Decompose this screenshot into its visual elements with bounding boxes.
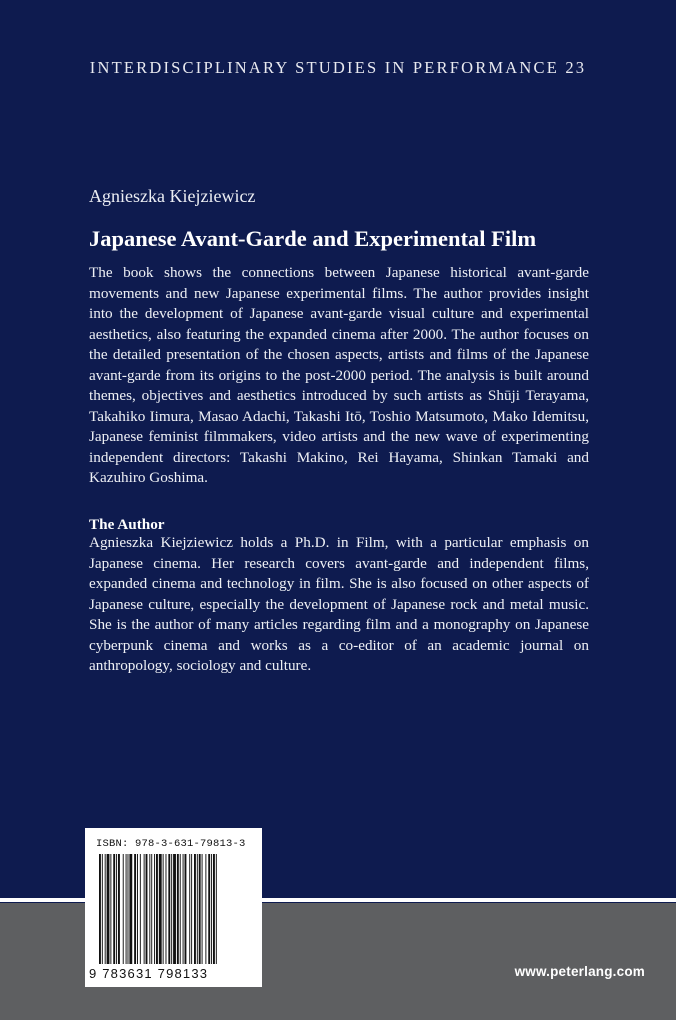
book-description: The book shows the connections between Japanese historical avant-garde movements and new Japanese experimental films. The author provides insight into the development of Japanese avant-garde visual culture and experimental aesthetics, also featuring the expanded cinema after 2000. The author focuses on the detailed presentation of the chosen aspects, artists and films of the Japanese avant-garde from its origins to the post-2000 period. The analysis is built around themes, objectives and aesthetics introduced by such artists as Shūji Terayama, Takahiko Iimura, Masao Adachi, Takashi Itō, Toshio Matsumoto, Mako Idemitsu, Japanese feminist filmmakers, video artists and the new wave of experimenting independent directors: Takashi Makino, Rei Hayama, Shinkan Tamaki and Kazuhiro Goshima.: [89, 264, 589, 486]
about-author-heading: The Author: [89, 516, 165, 533]
isbn-label: ISBN: 978-3-631-79813-3: [96, 838, 246, 850]
barcode-box: [85, 828, 262, 987]
author-name: Agnieszka Kiejziewicz: [89, 186, 256, 206]
publisher-website[interactable]: www.peterlang.com: [514, 964, 645, 979]
about-author-text: Agnieszka Kiejziewicz holds a Ph.D. in Film, with a particular emphasis on Japanese cinema. Her research covers avant-garde and independent films, expanded cinema and technology in film. She is also focused on other aspects of Japanese culture, especially the development of Japanese rock and metal music. She is the author of many articles regarding film and a monography on Japanese cyberpunk cinema and works as a co-editor of an academic journal on anthropology, sociology and culture.: [89, 534, 589, 674]
barcode-image: [97, 854, 253, 964]
series-title: INTERDISCIPLINARY STUDIES IN PERFORMANCE 23: [89, 58, 587, 77]
book-title: Japanese Avant-Garde and Experimental Film: [89, 226, 537, 251]
barcode-digits: 9 783631 798133: [89, 966, 209, 981]
